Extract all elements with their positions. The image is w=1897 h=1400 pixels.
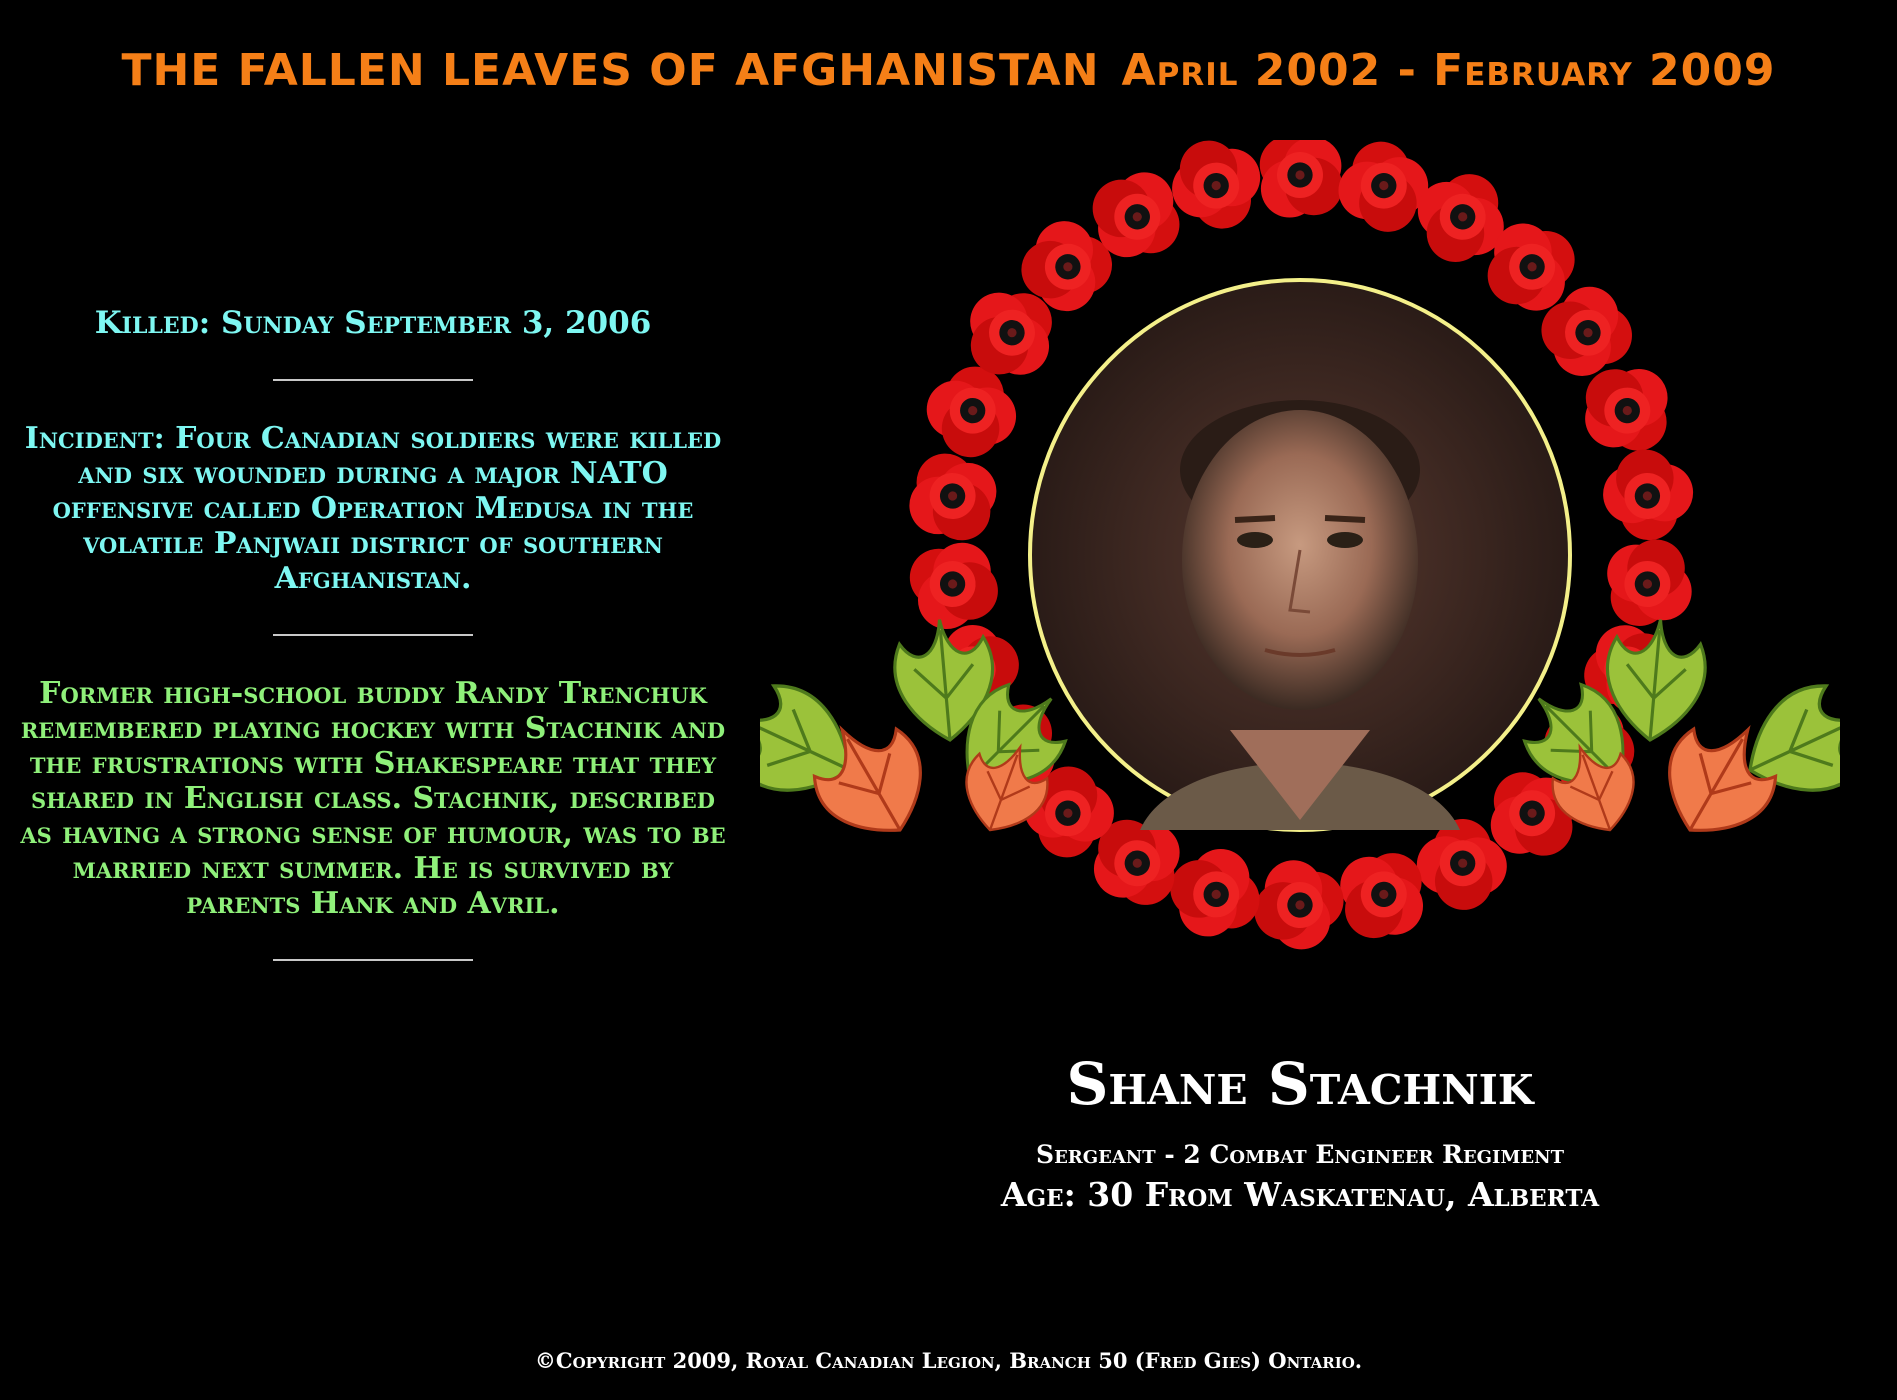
- page-title: [0, 45, 1897, 96]
- divider: [273, 634, 473, 636]
- incident-text: Incident: Four Canadian soldiers were killed and six wounded during a major NATO offensive called Operation Medusa in the volatile Panjwaii district of southern Afghanistan.: [24, 421, 722, 596]
- poppy-flower: [1337, 850, 1427, 941]
- poppy-flower: [1326, 140, 1441, 245]
- poppy-flower: [903, 534, 1006, 636]
- copyright-footer: ©Copyright 2009, Royal Canadian Legion, Branch 50 (Fred Gies) Ontario.: [534, 1348, 1363, 1373]
- poppy-flower: [1260, 140, 1343, 218]
- poppy-wreath: [760, 140, 1840, 970]
- poppy-flower: [900, 445, 1006, 550]
- portrait-photo: [1030, 280, 1570, 830]
- bio-text: Former high-school buddy Randy Trenchuk remembered playing hockey with Stachnik and the frustrations with Shakespeare that they shared in English class. Stachnik, described as having a strong sense of humour, was to be married next summer. He is survived by parents Hank and Avril.: [20, 676, 726, 921]
- killed-date: Killed: Sunday September 3, 2006: [94, 305, 652, 341]
- page-title-main: THE FALLEN LEAVES OF AFGHANISTAN: [121, 45, 1100, 96]
- soldier-age-origin: Age: 30 From Waskatenau, Alberta: [1000, 1175, 1600, 1214]
- divider: [273, 379, 473, 381]
- page-title-dates: April 2002 - February 2009: [1121, 45, 1776, 96]
- poppy-flower: [1601, 534, 1697, 631]
- soldier-rank: Sergeant - 2 Combat Engineer Regiment: [1036, 1140, 1564, 1169]
- poppy-flower: [967, 290, 1054, 378]
- divider: [273, 959, 473, 961]
- poppy-flower: [1590, 436, 1706, 552]
- poppy-flower: [1582, 365, 1672, 454]
- soldier-name: Shane Stachnik: [1066, 1050, 1534, 1118]
- details-column: [18, 305, 728, 1001]
